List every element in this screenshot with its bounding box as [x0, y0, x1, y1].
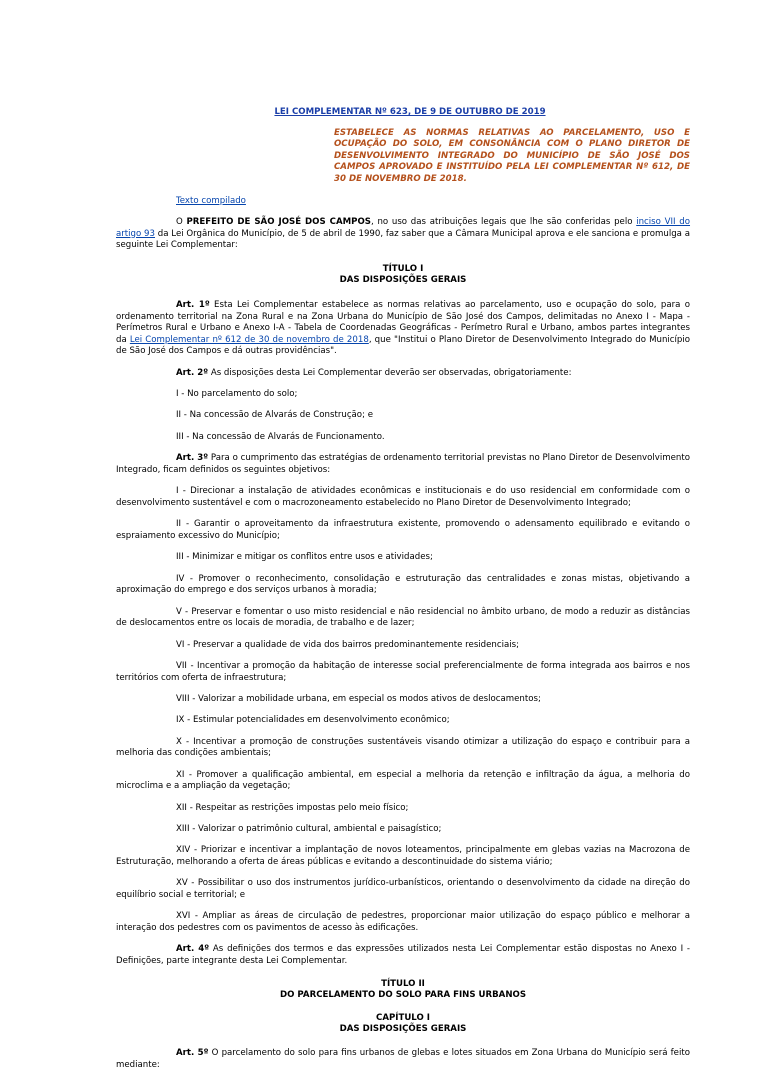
article-2-item: I - No parcelamento do solo;	[176, 389, 298, 400]
preamble-mayor: PREFEITO DE SÃO JOSÉ DOS CAMPOS	[186, 216, 371, 227]
title-2-subheading: DO PARCELAMENTO DO SOLO PARA FINS URBANOS	[279, 990, 527, 1001]
article-3-item: V - Preservar e fomentar o uso misto residencial e não residencial no âmbito urbano, de modo a reduzir as distâncias de deslocamentos entre os locais de moradia, de trabalho e de lazer;	[116, 606, 690, 629]
law-ementa: ESTABELECE AS NORMAS RELATIVAS AO PARCELAMENTO, USO E OCUPAÇÃO DO SOLO, EM CONSONÂNCIA COM O PLANO DIRETOR DE DESENVOLVIMENTO INTEGRADO DO MUNICÍPIO DE SÃO JOSÉ DOS CAMPOS APROVADO E INSTITUÍDO PELA LEI COMPLEMENTAR Nº 612, DE 30 DE NOVEMBRO DE 2018.	[334, 127, 690, 184]
compiled-text-link[interactable]: Texto compilado	[176, 195, 246, 206]
document-body	[116, 107, 690, 1071]
article-3-item: IV - Promover o reconhecimento, consolidação e estruturação das centralidades e zonas mistas, objetivando a aproximação do emprego e dos serviços urbanos à moradia;	[116, 573, 690, 596]
article-3-items	[116, 486, 690, 934]
article-5-label: Art. 5º	[176, 1047, 209, 1058]
article-3-item: III - Minimizar e mitigar os conflitos entre usos e atividades;	[176, 552, 433, 563]
chapter-1-heading: CAPÍTULO I	[376, 1012, 430, 1023]
article-5	[116, 1048, 690, 1071]
article-3-label: Art. 3º	[176, 453, 209, 464]
article-2-label: Art. 2º	[176, 367, 209, 378]
article-3-item: XVI - Ampliar as áreas de circulação de pedestres, proporcionar maior utilização do espaço público e melhorar a interação dos pedestres com os pavimentos de acesso às edificações.	[116, 911, 690, 934]
article-3-item: VI - Preservar a qualidade de vida dos bairros predominantemente residenciais;	[176, 639, 520, 650]
article-1	[116, 300, 690, 358]
article-2-item: II - Na concessão de Alvarás de Construção; e	[176, 410, 373, 421]
title-1-heading: TÍTULO I	[382, 263, 424, 274]
article-3-item: IX - Estimular potencialidades em desenvolvimento econômico;	[176, 715, 450, 726]
compiled-text-paragraph	[176, 196, 690, 208]
organic-law-link[interactable]: inciso VII do artigo 93	[116, 216, 691, 239]
article-4-label: Art. 4º	[176, 944, 210, 955]
article-3-item: XI - Promover a qualificação ambiental, em especial a melhoria da retenção e infiltração da água, a melhoria do microclima e a ampliação da vegetação;	[116, 769, 690, 792]
article-1-text: Esta Lei Complementar estabelece as normas relativas ao parcelamento, uso e ocupação do solo, para o ordenamento territorial na Zona Rural e na Zona Urbana do Município de São José dos Campos, delimitadas no Anexo I - Mapa - Perímetros Rural e Urbano e Anexo I-A - Tabela de Coordenadas Geográficas - Perímetro Rural e Urbano, ambos partes integrantes da	[116, 299, 690, 345]
article-1-post: , que "Institui o Plano Diretor de Desenvolvimento Integrado do Município de São José dos Campos e dá outras providências".	[116, 334, 691, 357]
article-3-text: Para o cumprimento das estratégias de ordenamento territorial previstas no Plano Diretor de Desenvolvimento Integrado, ficam definidos os seguintes objetivos:	[116, 453, 690, 475]
article-3-item: VIII - Valorizar a mobilidade urbana, em especial os modos ativos de deslocamentos;	[176, 693, 541, 704]
article-1-label: Art. 1º	[176, 299, 210, 310]
title-1-subheading: DAS DISPOSIÇÕES GERAIS	[339, 275, 467, 286]
article-3-item: VII - Incentivar a promoção da habitação de interesse social preferencialmente de forma integrada aos bairros e nos territórios com oferta de infraestrutura;	[116, 660, 690, 683]
article-3-item: XII - Respeitar as restrições impostas pelo meio físico;	[176, 802, 409, 813]
article-5-text: O parcelamento do solo para fins urbanos de glebas e lotes situados em Zona Urbana do Município será feito mediante:	[116, 1047, 690, 1070]
article-3-item: II - Garantir o aproveitamento da infraestrutura existente, promovendo o adensamento equilibrado e evitando o espraiamento excessivo do Município;	[116, 519, 690, 541]
article-3	[116, 453, 690, 476]
article-3-item: I - Direcionar a instalação de atividades econômicas e institucionais e do uso residencial em conformidade com o desenvolvimento sustentável e com o macrozoneamento estabelecido no Plano Diretor de Desenvolvimento Integrado;	[116, 486, 690, 508]
chapter-1-subheading: DAS DISPOSIÇÕES GERAIS	[339, 1024, 467, 1035]
article-3-item: XV - Possibilitar o uso dos instrumentos jurídico-urbanísticos, orientando o desenvolvimento da cidade na direção do equilíbrio social e territorial; e	[116, 878, 690, 901]
article-2	[116, 368, 690, 380]
law-title	[130, 107, 690, 119]
law-title-link[interactable]: LEI COMPLEMENTAR Nº 623, DE 9 DE OUTUBRO DE 2019	[274, 107, 546, 117]
preamble	[116, 217, 690, 252]
article-3-item: X - Incentivar a promoção de construções sustentáveis visando otimizar a utilização do espaço e contribuir para a melhoria das condições ambientais;	[116, 736, 690, 759]
article-3-item: XIV - Priorizar e incentivar a implantação de novos loteamentos, principalmente em glebas vazias na Macrozona de Estruturação, melhorando a oferta de áreas públicas e evitando a descontinuidade do sistema viário;	[116, 845, 690, 868]
article-2-text: As disposições desta Lei Complementar deverão ser observadas, obrigatoriamente:	[208, 367, 572, 378]
article-3-item: XIII - Valorizar o patrimônio cultural, ambiental e paisagístico;	[176, 824, 442, 835]
article-4-text: As definições dos termos e das expressões utilizados nesta Lei Complementar estão dispostas no Anexo I - Definições, parte integrante desta Lei Complementar.	[116, 944, 690, 967]
title-2-heading: TÍTULO II	[381, 978, 425, 989]
article-2-items	[116, 389, 690, 443]
article-4	[116, 944, 690, 967]
preamble-post: da Lei Orgânica do Município, de 5 de abril de 1990, faz saber que a Câmara Municipal aprova e ele sanciona e promulga a seguinte Lei Complementar:	[116, 228, 690, 251]
preamble-mid: , no uso das atribuições legais que lhe são conferidas pelo	[370, 216, 637, 227]
article-2-item: III - Na concessão de Alvarás de Funcionamento.	[176, 431, 385, 442]
preamble-pre: O	[176, 216, 187, 227]
lc-612-link[interactable]: Lei Complementar nº 612 de 30 de novembro de 2018	[129, 334, 369, 345]
